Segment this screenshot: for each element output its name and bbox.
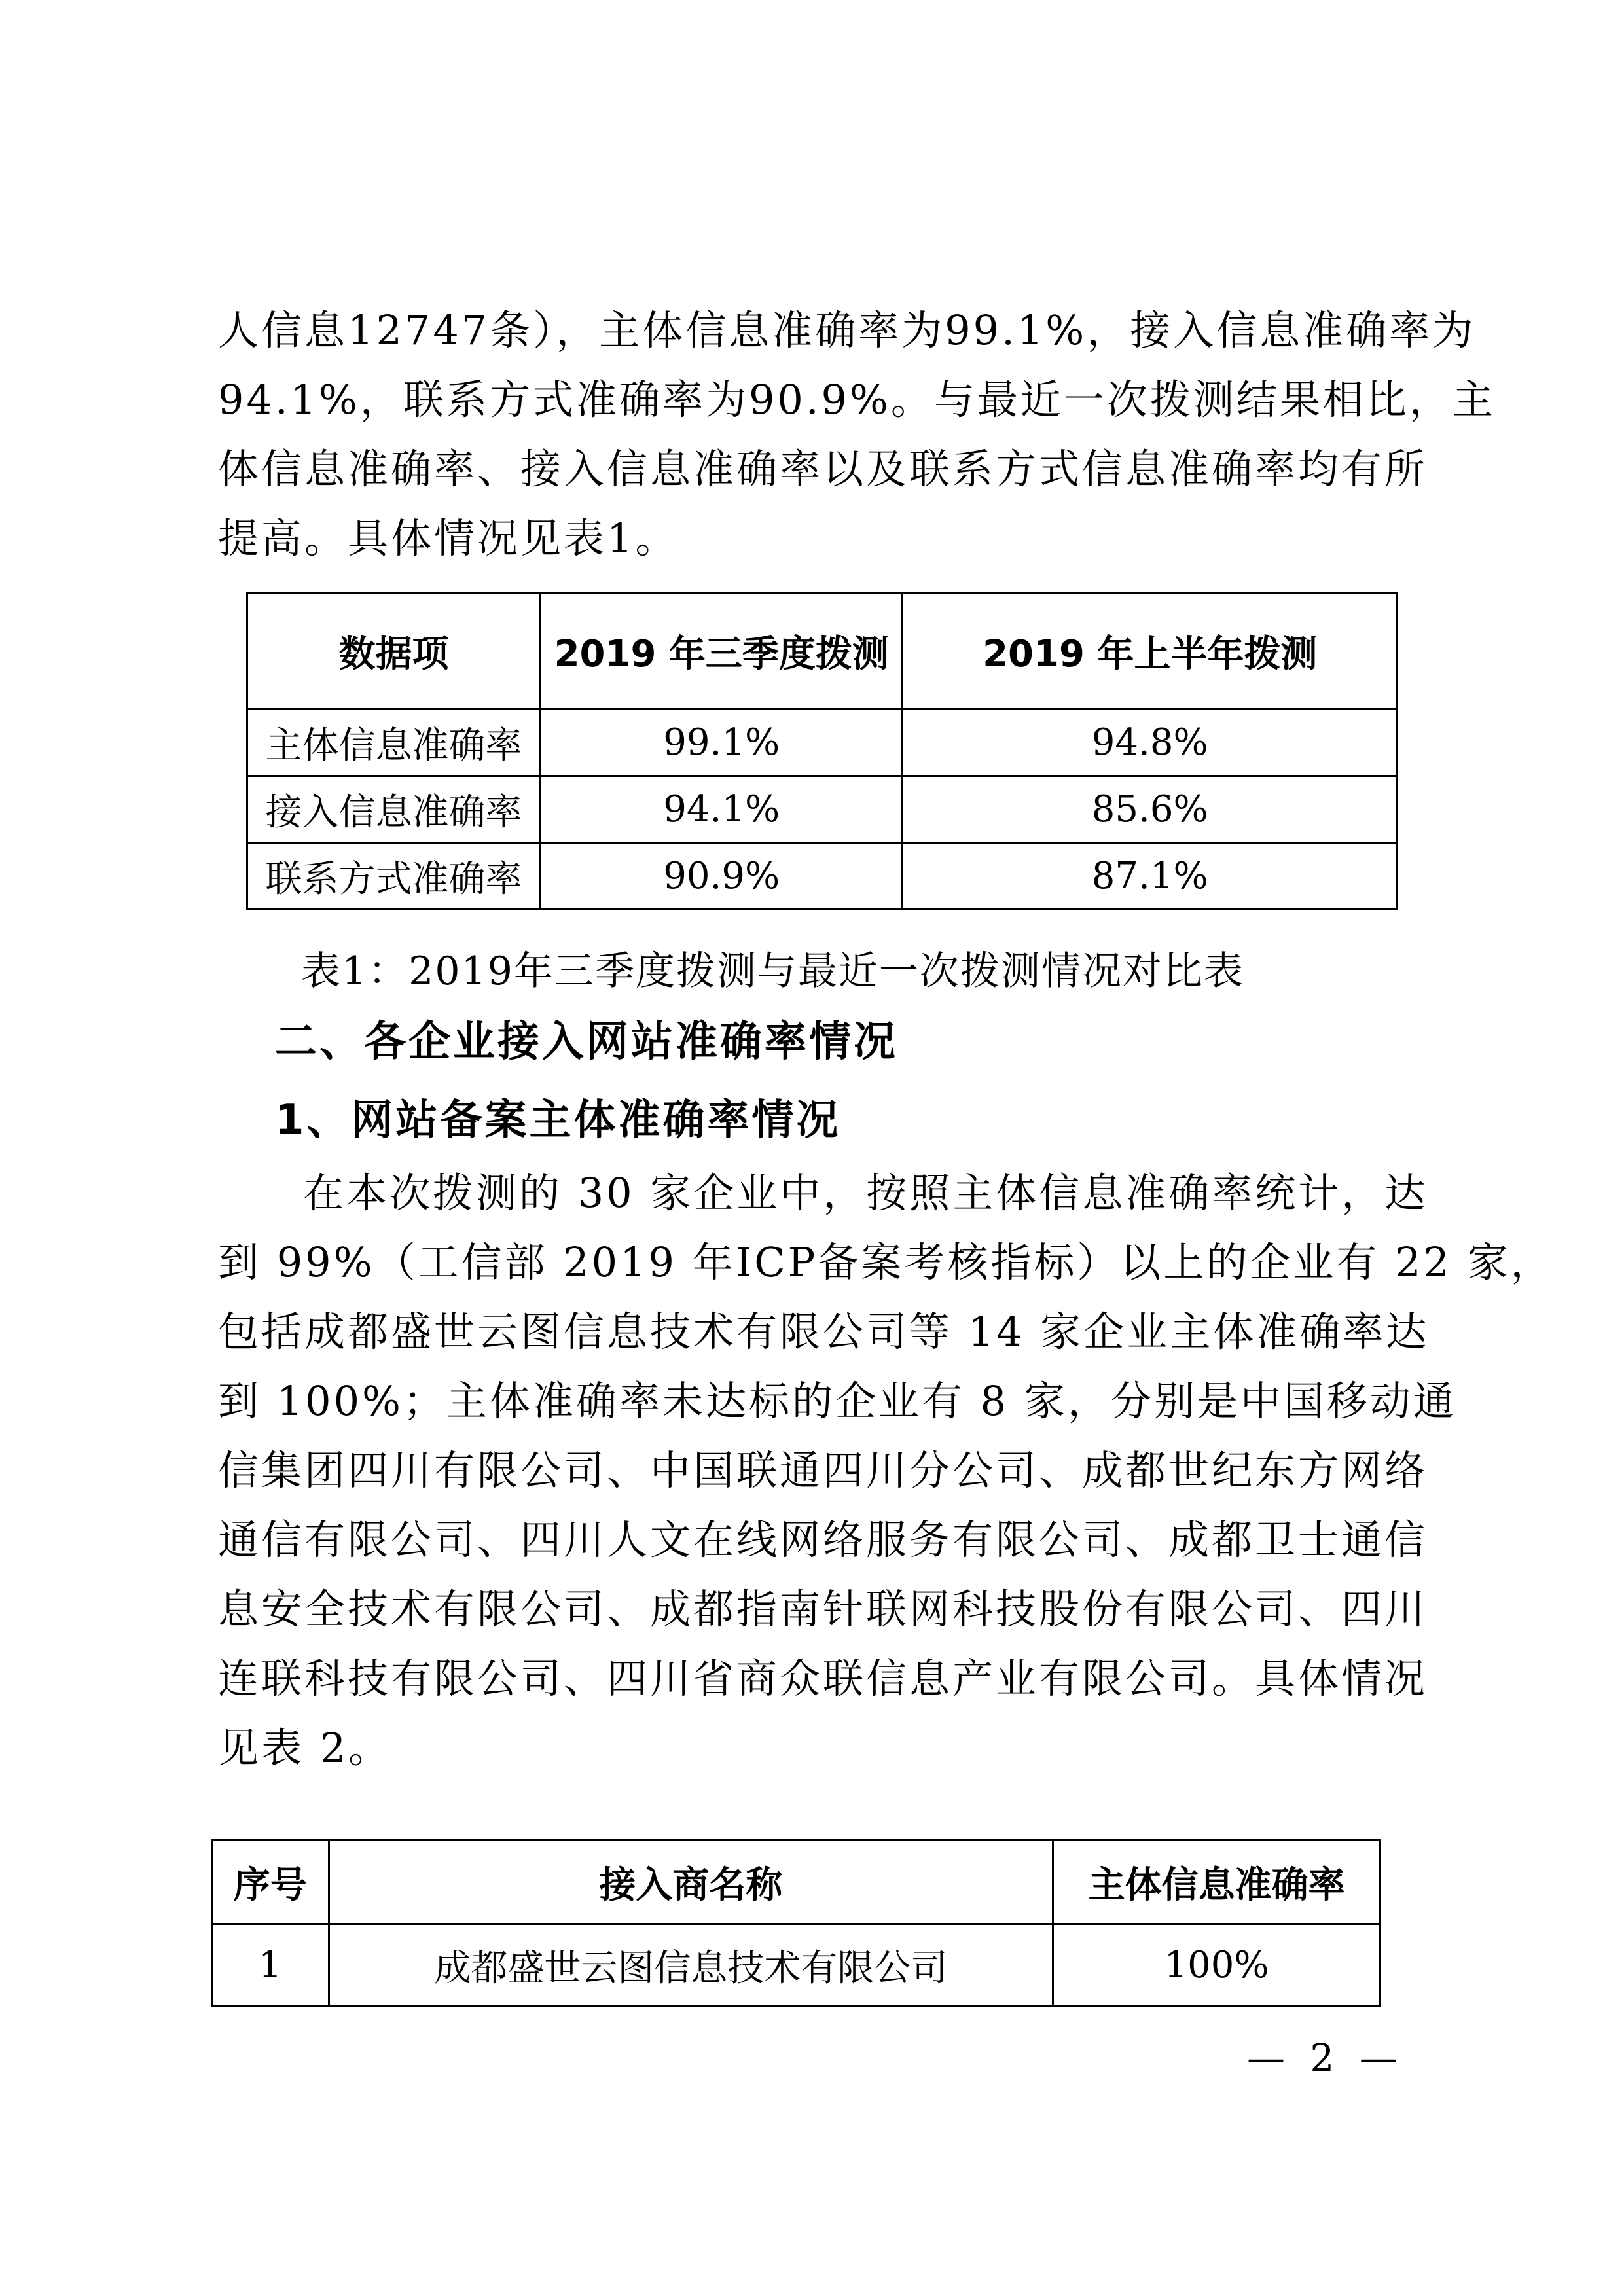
table-cell: 接入信息准确率: [247, 776, 541, 843]
table-cell: 1: [212, 1924, 329, 2007]
table-cell: 94.8%: [903, 709, 1398, 776]
table-cell: 85.6%: [903, 776, 1398, 843]
text-line: 到 100%；主体准确率未达标的企业有 8 家，分别是中国移动通: [218, 1377, 1456, 1425]
table-cell: 100%: [1053, 1924, 1380, 2007]
subsection-heading: 1、网站备案主体准确率情况: [275, 1096, 841, 1145]
table-header-cell: 主体信息准确率: [1053, 1840, 1380, 1924]
text-line: 见表 2。: [218, 1724, 392, 1772]
table-header-cell: 接入商名称: [329, 1840, 1053, 1924]
text-line: 信集团四川有限公司、中国联通四川分公司、成都世纪东方网络: [218, 1446, 1428, 1494]
table-header-cell: 数据项: [247, 593, 541, 709]
page-number: — 2 —: [1247, 2036, 1404, 2080]
table-row: [247, 843, 1398, 910]
table-cell: 87.1%: [903, 843, 1398, 910]
text-line: 息安全技术有限公司、成都指南针联网科技股份有限公司、四川: [218, 1585, 1428, 1633]
text-line: 提高。具体情况见表1。: [218, 514, 679, 562]
text-line: 连联科技有限公司、四川省商众联信息产业有限公司。具体情况: [218, 1655, 1428, 1702]
text-line: 在本次拨测的 30 家企业中，按照主体信息准确率统计，达: [303, 1169, 1428, 1217]
table-cell: 主体信息准确率: [247, 709, 541, 776]
table-cell: 90.9%: [541, 843, 903, 910]
body-paragraph: [218, 1158, 1554, 1783]
table-cell: 联系方式准确率: [247, 843, 541, 910]
table-header-cell: 2019 年上半年拨测: [903, 593, 1398, 709]
table-row: [212, 1924, 1380, 2007]
table-header-cell: 序号: [212, 1840, 329, 1924]
table-cell: 94.1%: [541, 776, 903, 843]
text-line: 人信息12747条），主体信息准确率为99.1%，接入信息准确率为: [218, 306, 1476, 354]
table-row: [247, 776, 1398, 843]
table-cell: 99.1%: [541, 709, 903, 776]
text-line: 通信有限公司、四川人文在线网络服务有限公司、成都卫士通信: [218, 1516, 1428, 1564]
provider-accuracy-table: [211, 1839, 1381, 2007]
table-caption: 表1：2019年三季度拨测与最近一次拨测情况对比表: [301, 948, 1244, 994]
table-cell: 成都盛世云图信息技术有限公司: [329, 1924, 1053, 2007]
table-row: [247, 709, 1398, 776]
section-heading: 二、各企业接入网站准确率情况: [275, 1018, 898, 1066]
comparison-table: [246, 592, 1398, 910]
table-header-cell: 2019 年三季度拨测: [541, 593, 903, 709]
text-line: 94.1%，联系方式准确率为90.9%。与最近一次拨测结果相比，主: [218, 376, 1496, 423]
text-line: 包括成都盛世云图信息技术有限公司等 14 家企业主体准确率达: [218, 1308, 1430, 1355]
text-line: 体信息准确率、接入信息准确率以及联系方式信息准确率均有所: [218, 445, 1428, 493]
table-header-row: [247, 593, 1398, 709]
intro-paragraph: [218, 296, 1496, 573]
text-line: 到 99%（工信部 2019 年ICP备案考核指标）以上的企业有 22 家，: [218, 1238, 1554, 1286]
table-header-row: [212, 1840, 1380, 1924]
